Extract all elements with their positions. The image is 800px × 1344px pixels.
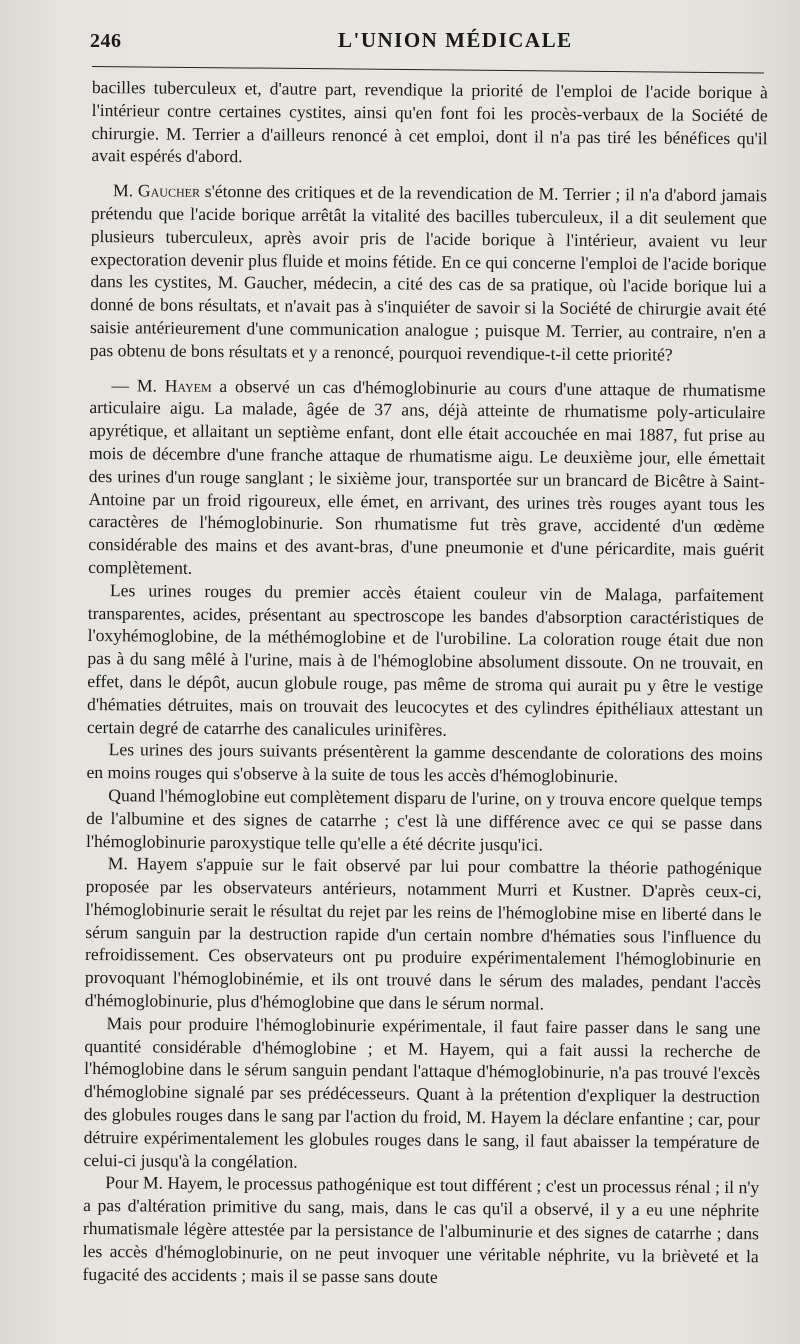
paragraph-urine-first-attack bbox=[87, 579, 764, 744]
paragraph-text: a observé un cas d'hémoglobinurie au cours d'une attaque de rhumatisme articulaire aigu. La malade, âgée de 37 ans, déjà atteinte de rhumatisme poly-articulaire apyrétique, et allaitant un septième enfant, dont elle était accouchée en mai 1887, fut prise au mois de décembre d'une franche attaque de rhumatisme aigu. Le deuxième jour, elle émettait des urines d'un rouge sanglant ; le sixième jour, transportée sur un brancard de Bicêtre à Saint-Antoine par un froid rigoureux, elle émet, en arrivant, des urines très rouges ayant tous les caractères de l'hémoglobinurie. Son rhumatisme fut très grave, accidenté d'un œdème considérable des mains et des avant-bras, d'une pneumonie et d'une péricardite, mais guérit complètement. bbox=[88, 375, 766, 578]
paragraph-albumin bbox=[86, 784, 763, 858]
paragraph-renal-process bbox=[83, 1171, 760, 1290]
page-number: 246 bbox=[90, 30, 122, 52]
speaker-name: Hayem bbox=[164, 375, 212, 396]
paragraph-urine-following-days bbox=[86, 738, 762, 789]
speaker-prefix: M. bbox=[113, 180, 139, 201]
paragraph-text: bacilles tuberculeux et, d'autre part, revendique la priorité de l'emploi de l'acide borique à l'intérieur contre certaines cystites, ainsi qu'en font foi les procès-verbaux de la Société de chirurgie. M. Terrier a d'ailleurs renoncé à cet emploi, dont il n'a pas tiré les bénéfices qu'il avait espérés d'abord. bbox=[91, 76, 768, 167]
paragraph-text: Les urines rouges du premier accès étaient couleur vin de Malaga, parfaitement transparentes, acides, présentant au spectroscope les bandes d'absorption caractéristiques de l'oxyhémoglobine, de la méthémoglobine et de l'urobiline. La coloration rouge était due non pas à du sang mêlé à l'urine, mais à de l'hémoglobine absolument dissoute. On ne trouvait, en effet, dans le dépôt, aucun globule rouge, pas même de stroma qui aurait pu y être le vestige d'hématies détruites, mais on trouvait des leucocytes et des cylindres épithéliaux attestant un certain degré de catarrhe des canalicules urinifères. bbox=[86, 579, 765, 740]
paragraph-text: s'étonne des critiques et de la revendication de M. Terrier ; il n'a d'abord jamais prétendu que l'acide borique arrêtât la vitalité des bacilles tuberculeux, il a dit seulement que plusieurs tuberculeux, après avoir pris de l'acide borique à l'intérieur, avaient vu leur expectoration devenir plus fluide et moins fétide. En ce qui concerne l'emploi de l'acide borique dans les cystites, M. Gaucher, médecin, a cité des cas de sa pratique, où l'acide borique lui a donné de bons résultats, et n'avait pas à s'inquiéter de savoir si la Société de chirurgie avait été saisie antérieurement d'une communication analogue ; puisque M. Terrier, au contraire, n'en a pas obtenu de bons résultats et y a renoncé, pourquoi revendique-t-il cette priorité? bbox=[89, 181, 768, 365]
paragraph-text: Les urines des jours suivants présentèrent la gamme descendante de colorations des moins en moins rouges qui s'observe à la suite de tous les accès d'hémoglobinurie. bbox=[86, 739, 763, 787]
paragraph-pathogenic-theory bbox=[85, 852, 762, 1017]
article-body bbox=[83, 76, 768, 1291]
speaker-prefix: — M. bbox=[111, 374, 165, 396]
running-title: L'UNION MÉDICALE bbox=[338, 28, 573, 52]
paragraph-text: Mais pour produire l'hémoglobinurie expérimentale, il faut faire passer dans le sang une quantité considérable d'hémoglobine ; et M. Hayem, qui a fait aussi la recherche de l'hémoglobine dans le sérum sanguin pendant l'attaque d'hémoglobinurie, n'a pas trouvé l'excès d'hémoglobine signalé par ses prédécesseurs. Quant à la prétention d'expliquer la destruction des globules rouges dans le sang par l'action du froid, M. Hayem la déclare enfantine ; car, pour détruire expérimentalement les globules rouges dans le sang, il faut abaisser la température de celui-ci jusqu'à la congélation. bbox=[83, 1013, 761, 1172]
header-rule bbox=[92, 66, 764, 73]
paragraph-text: Quand l'hémoglobine eut complètement disparu de l'urine, on y trouva encore quelque temps de l'albumine et des signes de catarrhe ; c'est là une différence avec ce qui se passe dans l'hémoglobinurie paroxystique telle qu'elle a été décrite jusqu'ici. bbox=[85, 785, 763, 855]
page-header bbox=[90, 26, 766, 62]
paragraph-gaucher bbox=[90, 179, 767, 367]
paragraph-text: M. Hayem s'appuie sur le fait observé par lui pour combattre la théorie pathogénique proposée par les observateurs antérieurs, notamment Murri et Kustner. D'après ceux-ci, l'hémoglobinurie serait le résultat du rejet par les reins de l'hémoglobine mise en liberté dans le sérum sanguin par la destruction rapide d'un certain nombre d'hématies sous l'influence du refroidissement. Ces observateurs ont pu produire expérimentalement l'hémoglobinurie en provoquant l'hémoglobinémie, et ils ont trouvé dans le sérum des malades, pendant l'accès d'hémoglobinurie, plus d'hémoglobine que dans le sérum normal. bbox=[84, 853, 762, 1014]
paragraph-text: Pour M. Hayem, le processus pathogénique est tout différent ; c'est un processus rénal ; il n'y a pas d'altération primitive du sang, mais, dans le cas qu'il a observé, il y a eu une néphrite rhumatismale légère attestée par la persistance de l'albuminurie et des signes de catarrhe ; dans les accès d'hémoglobinurie, on ne peut invoquer une véritable néphrite, vu la brièveté et la fugacité des accidents ; mais il se passe sans doute bbox=[82, 1172, 760, 1287]
paragraph-hayem-case bbox=[88, 374, 766, 584]
speaker-name: Gaucher bbox=[137, 180, 201, 202]
paragraph-terrier-priority bbox=[91, 76, 768, 172]
paragraph-experimental bbox=[83, 1012, 760, 1177]
